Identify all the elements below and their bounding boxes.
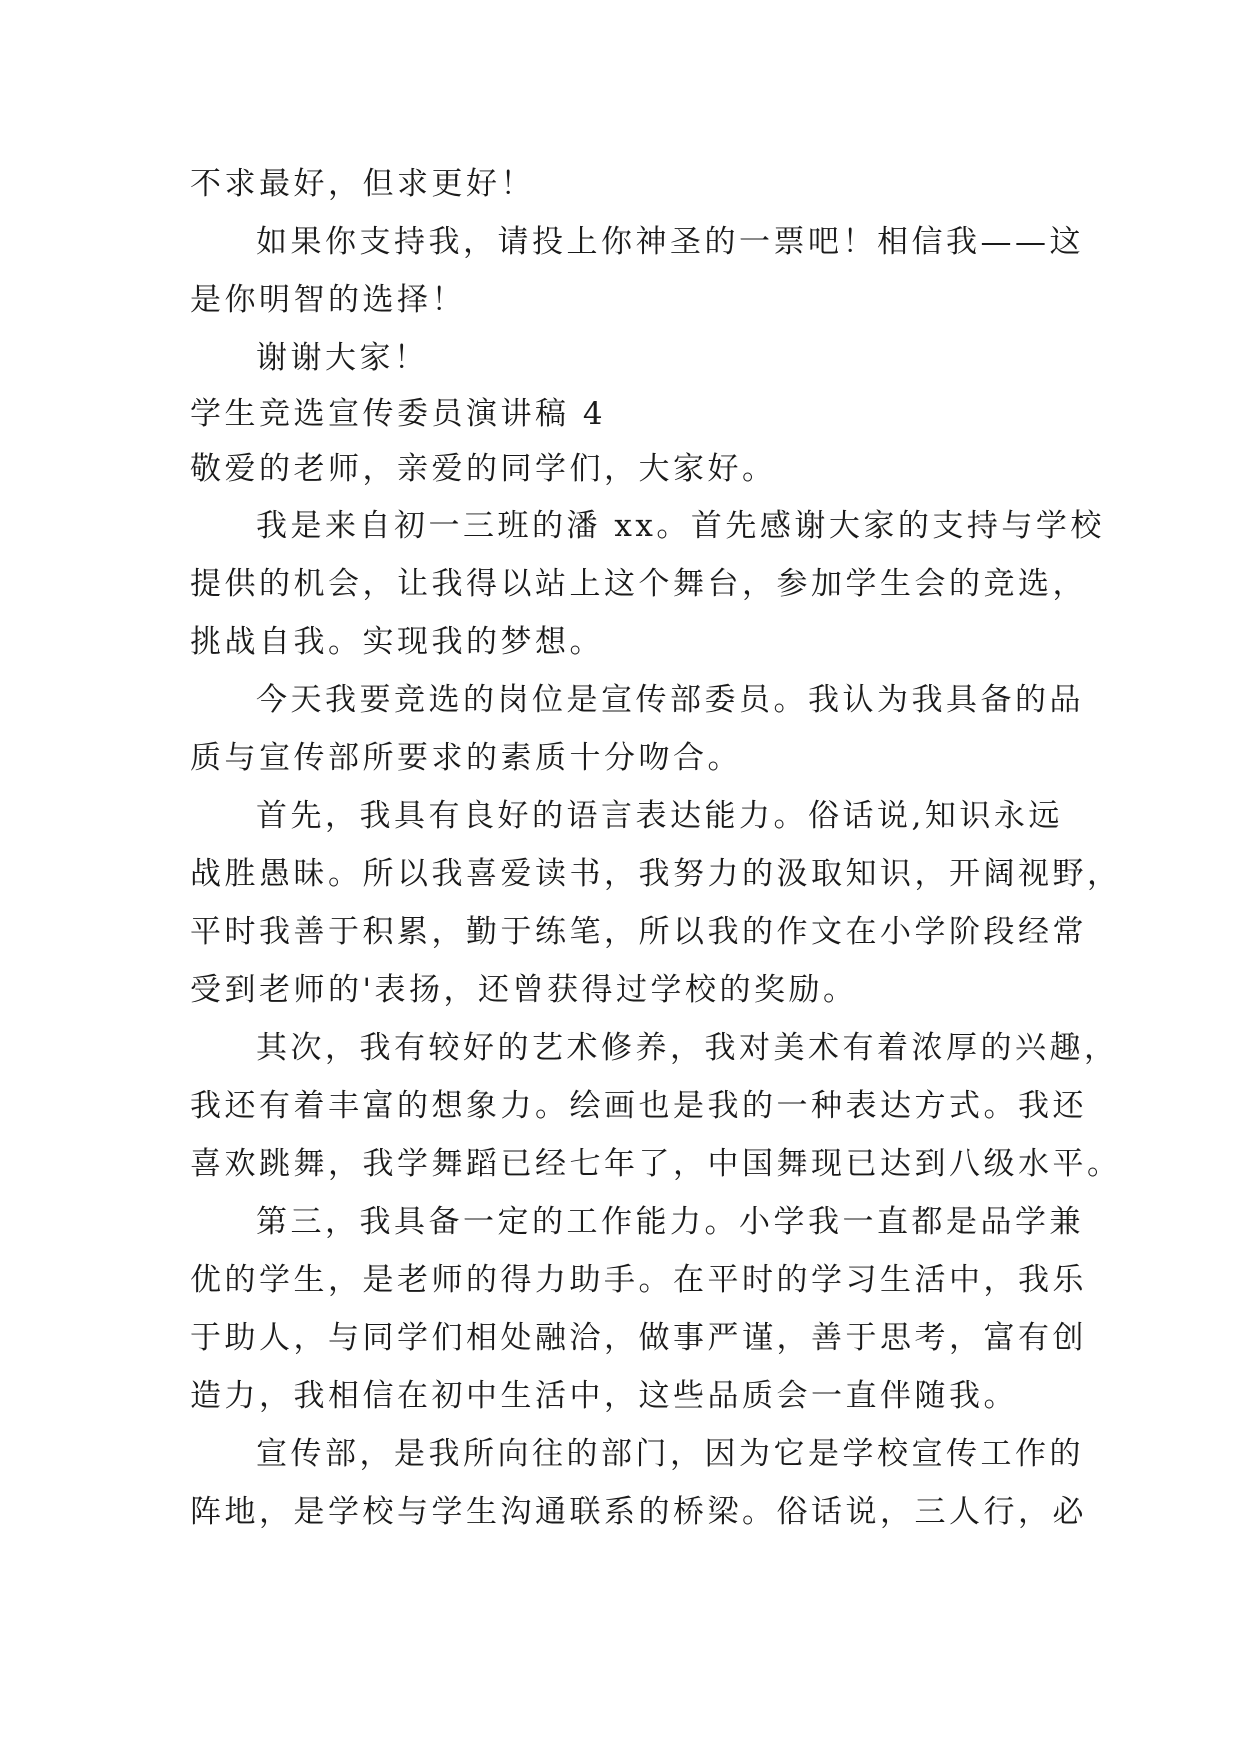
text-line-13: 战胜愚昧。所以我喜爱读书，我努力的汲取知识，开阔视野， bbox=[190, 856, 1122, 892]
text-line-18: 喜欢跳舞，我学舞蹈已经七年了，中国舞现已达到八级水平。 bbox=[190, 1146, 1122, 1182]
document-body bbox=[190, 155, 1122, 1541]
text-line-10: 今天我要竞选的岗位是宣传部委员。我认为我具备的品 bbox=[256, 682, 1084, 718]
text-line-11: 质与宣传部所要求的素质十分吻合。 bbox=[190, 740, 742, 776]
text-line-4: 谢谢大家！ bbox=[256, 340, 429, 376]
text-line-15: 受到老师的'表扬，还曾获得过学校的奖励。 bbox=[190, 972, 858, 1008]
text-line-17: 我还有着丰富的想象力。绘画也是我的一种表达方式。我还 bbox=[190, 1088, 1087, 1124]
text-line-14: 平时我善于积累，勤于练笔，所以我的作文在小学阶段经常 bbox=[190, 914, 1087, 950]
text-line-24: 阵地，是学校与学生沟通联系的桥梁。俗话说，三人行，必 bbox=[190, 1494, 1087, 1530]
text-line-8: 提供的机会，让我得以站上这个舞台，参加学生会的竞选， bbox=[190, 566, 1087, 602]
text-line-7: 我是来自初一三班的潘 xx。首先感谢大家的支持与学校 bbox=[256, 508, 1105, 544]
section-title: 学生竞选宣传委员演讲稿 4 bbox=[190, 396, 607, 432]
text-line-12: 首先，我具有良好的语言表达能力。俗话说,知识永远 bbox=[256, 798, 1063, 834]
text-line-22: 造力，我相信在初中生活中，这些品质会一直伴随我。 bbox=[190, 1378, 1018, 1414]
text-line-19: 第三，我具备一定的工作能力。小学我一直都是品学兼 bbox=[256, 1204, 1084, 1240]
text-line-3: 是你明智的选择！ bbox=[190, 282, 466, 318]
text-line-16: 其次，我有较好的艺术修养，我对美术有着浓厚的兴趣， bbox=[256, 1030, 1119, 1066]
text-line-1: 不求最好，但求更好！ bbox=[190, 166, 535, 202]
text-line-23: 宣传部，是我所向往的部门，因为它是学校宣传工作的 bbox=[256, 1436, 1084, 1472]
text-line-20: 优的学生，是老师的得力助手。在平时的学习生活中，我乐 bbox=[190, 1262, 1087, 1298]
text-line-2: 如果你支持我，请投上你神圣的一票吧！相信我——这 bbox=[256, 224, 1084, 260]
text-line-9: 挑战自我。实现我的梦想。 bbox=[190, 624, 604, 660]
text-line-21: 于助人，与同学们相处融洽，做事严谨，善于思考，富有创 bbox=[190, 1320, 1087, 1356]
salutation: 敬爱的老师，亲爱的同学们，大家好。 bbox=[190, 451, 777, 487]
